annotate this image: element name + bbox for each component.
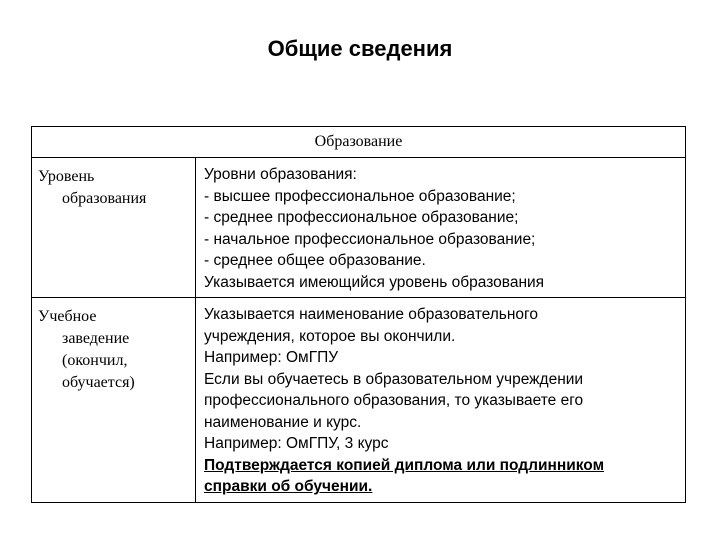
- label-line: образования: [62, 190, 147, 207]
- content-line: Указывается наименование образовательного: [204, 306, 538, 323]
- content-line: - среднее общее образование.: [204, 252, 426, 269]
- row-content-institution: [196, 298, 686, 503]
- label-line: заведение: [62, 330, 130, 347]
- table-header: Образование: [32, 127, 686, 158]
- row-content-education-level: [196, 158, 686, 298]
- content-line: Если вы обучаетесь в образовательном учреждении: [204, 370, 584, 388]
- label-line: (окончил,: [62, 352, 128, 369]
- emphasis-line: справки об обучении.: [204, 478, 373, 495]
- content-line: наименование и курс.: [204, 413, 362, 431]
- content-line: Например: ОмГПУ, 3 курс: [204, 435, 389, 452]
- label-line: Учебное: [38, 308, 97, 325]
- label-line: Уровень: [38, 168, 95, 185]
- content-line: профессионального образования, то указываете его: [204, 392, 584, 409]
- content-line: - высшее профессиональное образование;: [204, 187, 516, 205]
- table-row: [32, 158, 686, 298]
- label-line: обучается): [62, 374, 135, 391]
- content-line: Уровни образования:: [204, 166, 357, 183]
- page-title: Общие сведения: [267, 36, 453, 61]
- emphasis-line: Подтверждается копией диплома или подлинником: [204, 456, 605, 474]
- content-line: Например: ОмГПУ: [204, 349, 339, 366]
- row-label-education-level: [32, 158, 196, 298]
- table-row: [32, 298, 686, 503]
- content-line: Указывается имеющийся уровень образования: [204, 273, 545, 291]
- row-label-institution: [32, 298, 196, 503]
- education-table: [31, 126, 686, 503]
- table-header-row: [32, 127, 686, 158]
- content-line: - среднее профессиональное образование;: [204, 209, 519, 226]
- content-line: учреждения, которое вы окончили.: [204, 327, 456, 345]
- content-line: - начальное профессиональное образование;: [204, 230, 536, 248]
